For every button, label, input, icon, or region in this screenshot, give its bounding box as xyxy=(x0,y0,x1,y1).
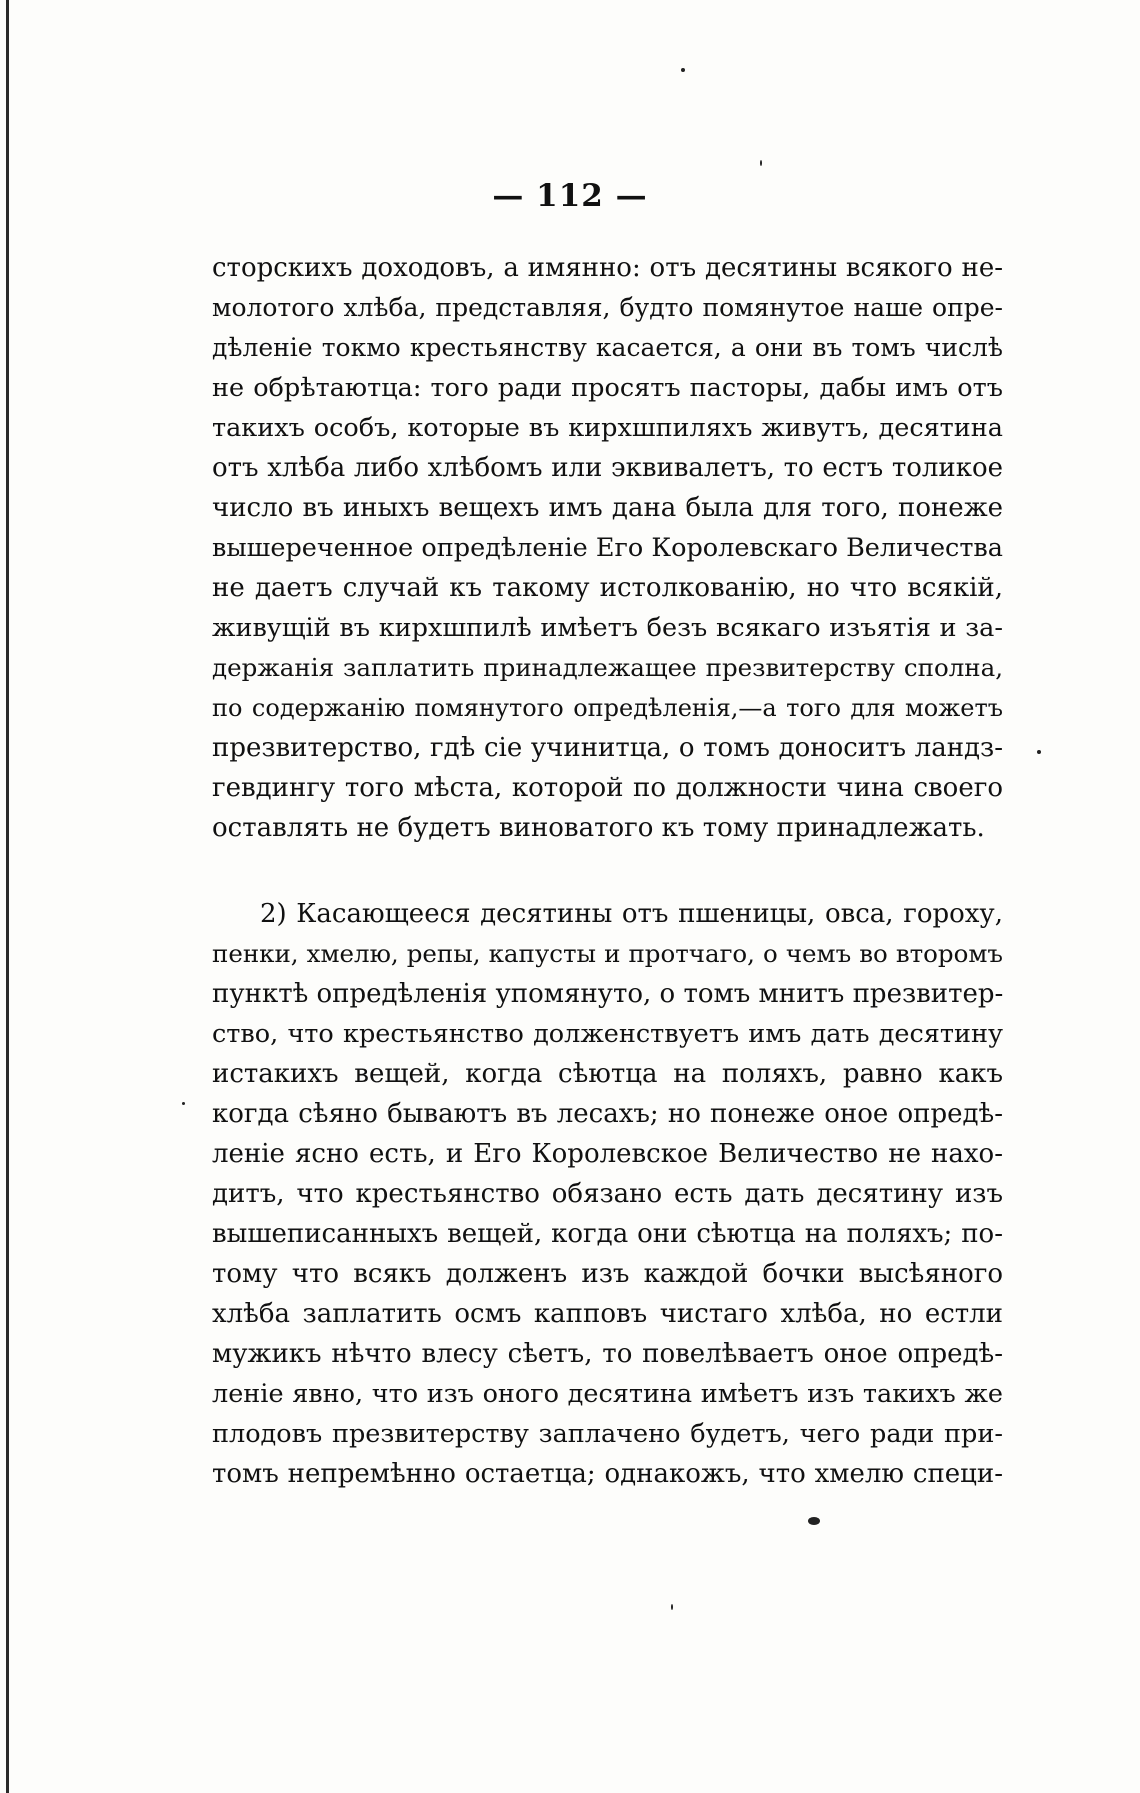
paragraph-gap xyxy=(212,848,1003,894)
text-line: гевдингу того мѣста, которой по должности чина своего xyxy=(212,773,1003,803)
body-text xyxy=(212,248,1003,1494)
text-line: дѣленіе токмо крестьянству касается, а они въ томъ числѣ xyxy=(212,333,1003,362)
scan-speck xyxy=(671,1604,673,1610)
text-line: не обрѣтаютца: того ради просятъ пасторы, дабы имъ отъ xyxy=(212,373,1003,403)
text-line: пунктѣ опредѣленія упомянуто, о томъ мнитъ презвитер- xyxy=(212,979,1004,1009)
text-line: оставлять не будетъ виноватого къ тому принадлежать. xyxy=(212,813,985,843)
scan-speck xyxy=(182,1102,185,1105)
page-edge-shadow xyxy=(6,0,9,1793)
text-line: дитъ, что крестьянство обязано есть дать десятину изъ xyxy=(212,1179,1003,1209)
text-line: леніе ясно есть, и Его Королевское Величество не нахо- xyxy=(212,1139,1003,1169)
text-line: держанія заплатить принадлежащее презвитерству сполна, xyxy=(212,653,1003,682)
text-line: презвитерство, гдѣ сіе учинитца, о томъ доноситъ ландз- xyxy=(212,733,1003,763)
paragraph-1 xyxy=(212,248,1003,848)
text-line: вышереченное опредѣленіе Его Королевскаго Величества xyxy=(212,533,1003,563)
text-line: ство, что крестьянство долженствуетъ имъ дать десятину xyxy=(212,1019,1003,1049)
scan-speck xyxy=(681,68,685,72)
scan-speck xyxy=(760,160,762,166)
text-line: по содержанію помянутого опредѣленія,—а того для можетъ xyxy=(212,694,1003,722)
text-line: 2) Касающееся десятины отъ пшеницы, овса, гороху, xyxy=(260,899,1003,929)
text-line: вышеписанныхъ вещей, когда они сѣютца на поляхъ; по- xyxy=(212,1219,1003,1249)
text-line: когда сѣяно бываютъ въ лесахъ; но понеже оное опредѣ- xyxy=(212,1099,1003,1129)
text-line: число въ иныхъ вещехъ имъ дана была для того, понеже xyxy=(212,493,1003,523)
text-line: томъ непремѣнно остаетца; однакожъ, что хмелю специ- xyxy=(212,1459,1003,1489)
text-line: истакихъ вещей, когда сѣютца на поляхъ, равно какъ xyxy=(212,1059,1003,1089)
text-line: тому что всякъ долженъ изъ каждой бочки высѣяного xyxy=(212,1259,1003,1289)
scan-speck xyxy=(808,1517,820,1525)
text-line: отъ хлѣба либо хлѣбомъ или эквивалетъ, то естъ толикое xyxy=(212,453,1003,483)
text-line: сторскихъ доходовъ, а имянно: отъ десятины всякого не- xyxy=(212,253,1003,283)
text-line: хлѣба заплатить осмъ капповъ чистаго хлѣба, но естли xyxy=(212,1299,1003,1329)
paragraph-2 xyxy=(212,894,1003,1494)
page-number: — 112 — xyxy=(492,178,648,214)
text-line: плодовъ презвитерству заплачено будетъ, чего ради при- xyxy=(212,1419,1003,1449)
text-line: молотого хлѣба, представляя, будто помянутое наше опре- xyxy=(212,293,1003,322)
scan-speck xyxy=(1037,750,1041,754)
text-line: такихъ особъ, которые въ кирхшпиляхъ живутъ, десятина xyxy=(212,413,1003,443)
text-line: леніе явно, что изъ оного десятина имѣетъ изъ такихъ же xyxy=(212,1379,1003,1409)
text-line: мужикъ нѣчто влесу сѣетъ, то повелѣваетъ оное опредѣ- xyxy=(212,1339,1003,1369)
text-line: не даетъ случай къ такому истолкованію, но что всякій, xyxy=(212,573,1003,603)
text-line: пенки, хмелю, репы, капусты и протчаго, о чемъ во второмъ xyxy=(212,939,1003,968)
text-line: живущій въ кирхшпилѣ имѣетъ безъ всякаго изъятія и за- xyxy=(212,613,1003,643)
